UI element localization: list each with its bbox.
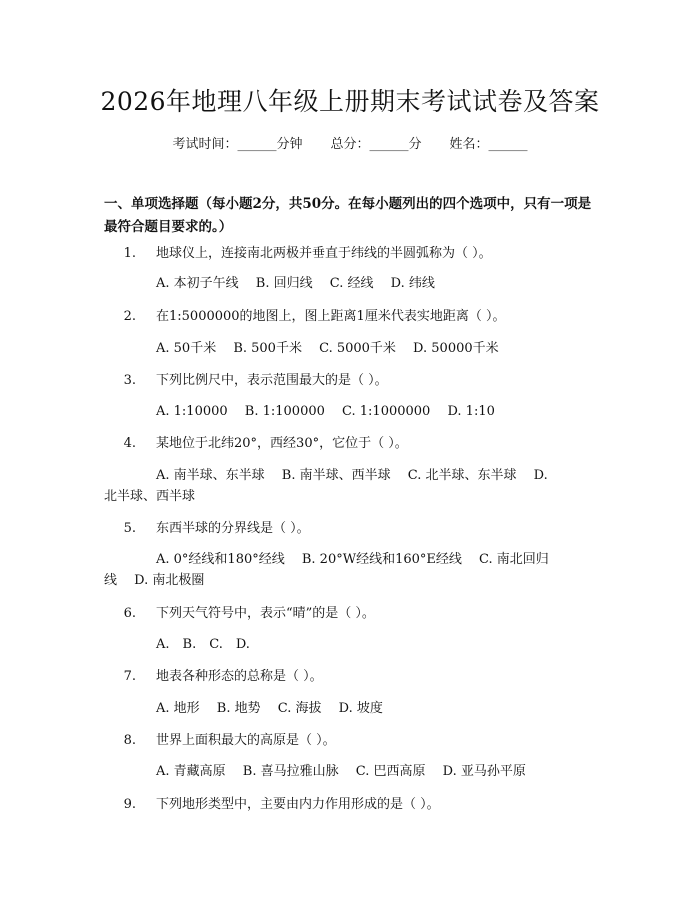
question-7-options (104, 698, 600, 720)
options-text: A. 青藏高原 B. 喜马拉雅山脉 C. 巴西高原 D. 亚马孙平原 (156, 764, 526, 779)
question-4-options (104, 465, 600, 487)
page-title: 2026年地理八年级上册期末考试试卷及答案 (100, 87, 600, 116)
question-5-options-cont (104, 570, 600, 592)
question-number: 4. (123, 436, 136, 451)
section-heading: 一、单项选择题（每小题2分，共50分。在每小题列出的四个选项中，只有一项是最符合题目要求的。） (104, 196, 592, 235)
question-2-options (104, 338, 600, 360)
question-5-options (104, 549, 600, 571)
options-text: A. 50千米 B. 500千米 C. 5000千米 D. 50000千米 (156, 341, 499, 356)
question-number: 7. (123, 669, 136, 684)
question-number: 6. (123, 606, 136, 621)
question-text: 在1:5000000的地图上，图上距离1厘米代表实地距离（ ）。 (156, 309, 506, 324)
question-text: 某地位于北纬20°，西经30°，它位于（ ）。 (156, 436, 408, 451)
question-number: 9. (123, 797, 136, 812)
exam-time-field: 考试时间：______分钟 (172, 137, 303, 152)
question-4 (104, 433, 604, 455)
question-number: 3. (123, 373, 136, 388)
question-4-options-cont (104, 486, 600, 508)
options-text-line-1: A. 0°经线和180°经线 B. 20°W经线和160°E经线 C. 南北回归 (156, 552, 549, 567)
question-text: 地表各种形态的总称是（ ）。 (156, 669, 323, 684)
question-text: 世界上面积最大的高原是（ ）。 (156, 733, 336, 748)
question-5 (104, 518, 604, 540)
question-number: 2. (123, 309, 136, 324)
question-8-options (104, 761, 600, 783)
question-9 (104, 794, 604, 816)
question-text: 地球仪上，连接南北两极并垂直于纬线的半圆弧称为（ ）。 (156, 246, 492, 261)
total-score-field: 总分：______分 (330, 137, 422, 152)
question-8 (104, 730, 604, 752)
student-name-field: 姓名：______ (449, 137, 528, 152)
question-6-options (104, 634, 600, 656)
question-text: 下列比例尺中，表示范围最大的是（ ）。 (156, 373, 388, 388)
options-text: A. 1:10000 B. 1:100000 C. 1:1000000 D. 1:10 (156, 404, 495, 419)
question-7 (104, 666, 604, 688)
question-3 (104, 370, 604, 392)
question-2 (104, 306, 604, 328)
question-1 (104, 243, 604, 265)
options-text-line-2: 北半球、西半球 (104, 489, 196, 504)
question-text: 下列地形类型中，主要由内力作用形成的是（ ）。 (156, 797, 440, 812)
question-6 (104, 603, 604, 625)
question-number: 5. (123, 521, 136, 536)
options-text: A. B. C. D. (156, 637, 250, 652)
options-text: A. 地形 B. 地势 C. 海拔 D. 坡度 (156, 701, 383, 716)
exam-meta (0, 133, 700, 152)
question-number: 8. (123, 733, 136, 748)
options-text-line-2: 线 D. 南北极圈 (104, 573, 205, 588)
question-text: 下列天气符号中，表示“晴”的是（ ）。 (156, 606, 375, 621)
question-text: 东西半球的分界线是（ ）。 (156, 521, 310, 536)
options-text-line-1: A. 南半球、东半球 B. 南半球、西半球 C. 北半球、东半球 D. (156, 468, 548, 483)
options-text: A. 本初子午线 B. 回归线 C. 经线 D. 纬线 (156, 276, 435, 291)
question-1-options (104, 273, 600, 295)
question-number: 1. (123, 246, 136, 261)
question-3-options (104, 401, 600, 423)
